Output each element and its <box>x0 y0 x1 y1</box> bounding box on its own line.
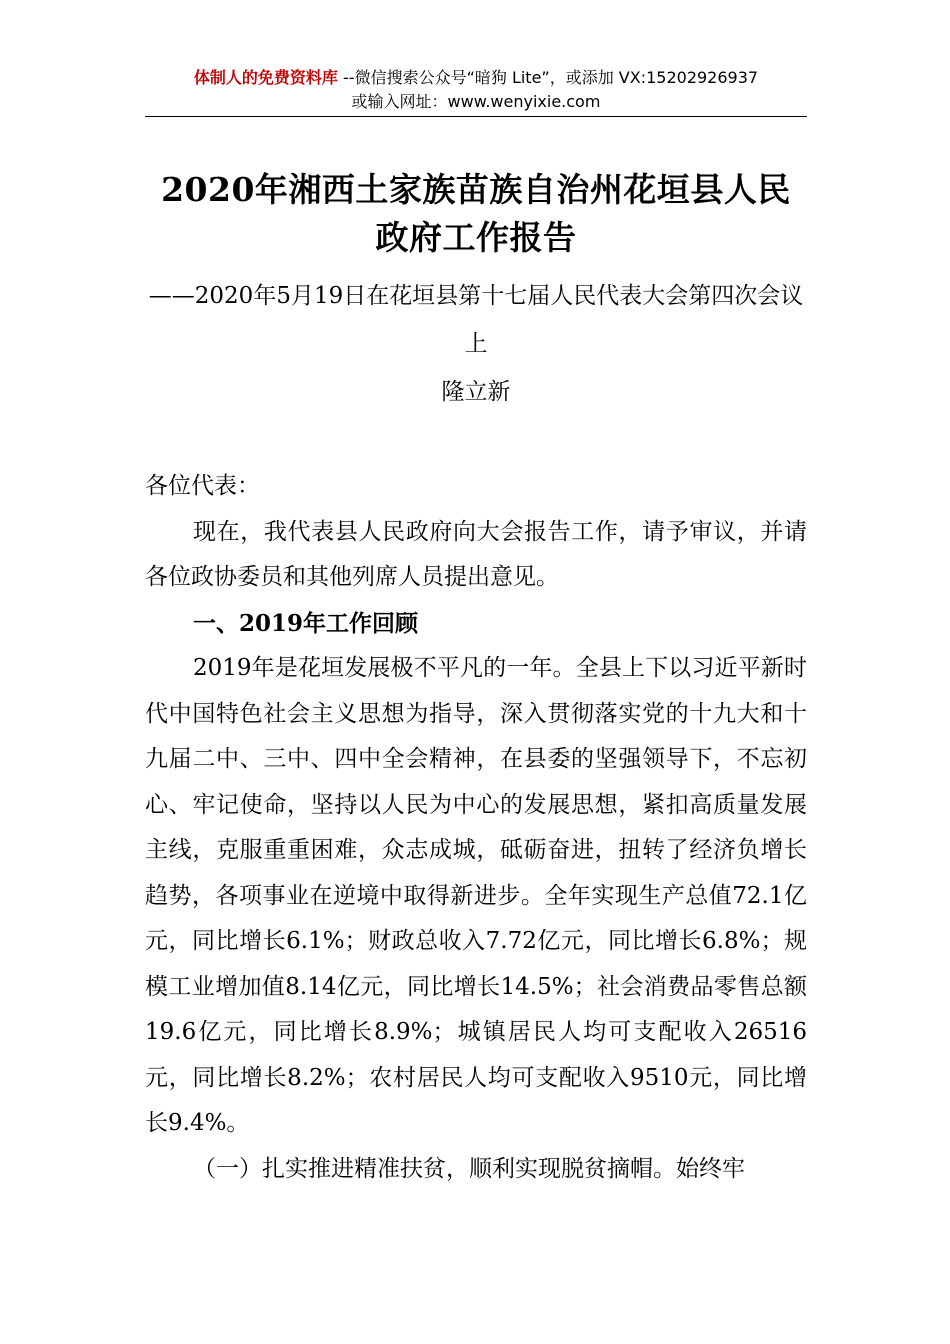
header-promo: --微信搜索公众号“暗狗 Lite”，或添加 VX:15202926937 <box>337 68 759 87</box>
review-paragraph: 2019年是花垣发展极不平凡的一年。全县上下以习近平新时代中国特色社会主义思想为指导，深入贯彻落实党的十九大和十九届二中、三中、四中全会精神，在县委的坚强领导下，不忘初心、牢记使命，坚持以人民为中心的发展思想，紧扣高质量发展主线，克服重重困难，众志成城，砥砺奋进，扭转了经济负增长趋势，各项事业在逆境中取得新进步。全年实现生产总值72.1亿元，同比增长6.1%；财政总收入7.72亿元，同比增长6.8%；规模工业增加值8.14亿元，同比增长14.5%；社会消费品零售总额19.6亿元，同比增长8.9%；城镇居民人均可支配收入26516元，同比增长8.2%；农村居民人均可支配收入9510元，同比增长9.4%。 <box>145 655 807 1136</box>
header-website: 或输入网址：www.wenyixie.com <box>351 92 601 111</box>
document-author: 隆立新 <box>441 379 511 405</box>
section-heading: 一、2019年工作回顾 <box>193 609 419 637</box>
intro-paragraph: 现在，我代表县人民政府向大会报告工作，请予审议，并请各位政协委员和其他列席人员提出意见。 <box>145 518 807 590</box>
title-line-1: 2020年湘西土家族苗族自治州花垣县人民 <box>161 170 791 209</box>
document-header <box>145 66 807 114</box>
salutation: 各位代表： <box>145 473 260 499</box>
subsection-paragraph: （一）扎实推进精准扶贫，顺利实现脱贫摘帽。始终牢 <box>193 1155 745 1182</box>
header-divider <box>145 116 807 117</box>
title-line-2: 政府工作报告 <box>375 218 577 257</box>
header-brand: 体制人的免费资料库 <box>193 68 338 87</box>
document-body <box>145 464 807 1192</box>
document-title <box>145 166 807 262</box>
document-subtitle: ——2020年5月19日在花垣县第十七届人民代表大会第四次会议上 <box>148 283 804 357</box>
